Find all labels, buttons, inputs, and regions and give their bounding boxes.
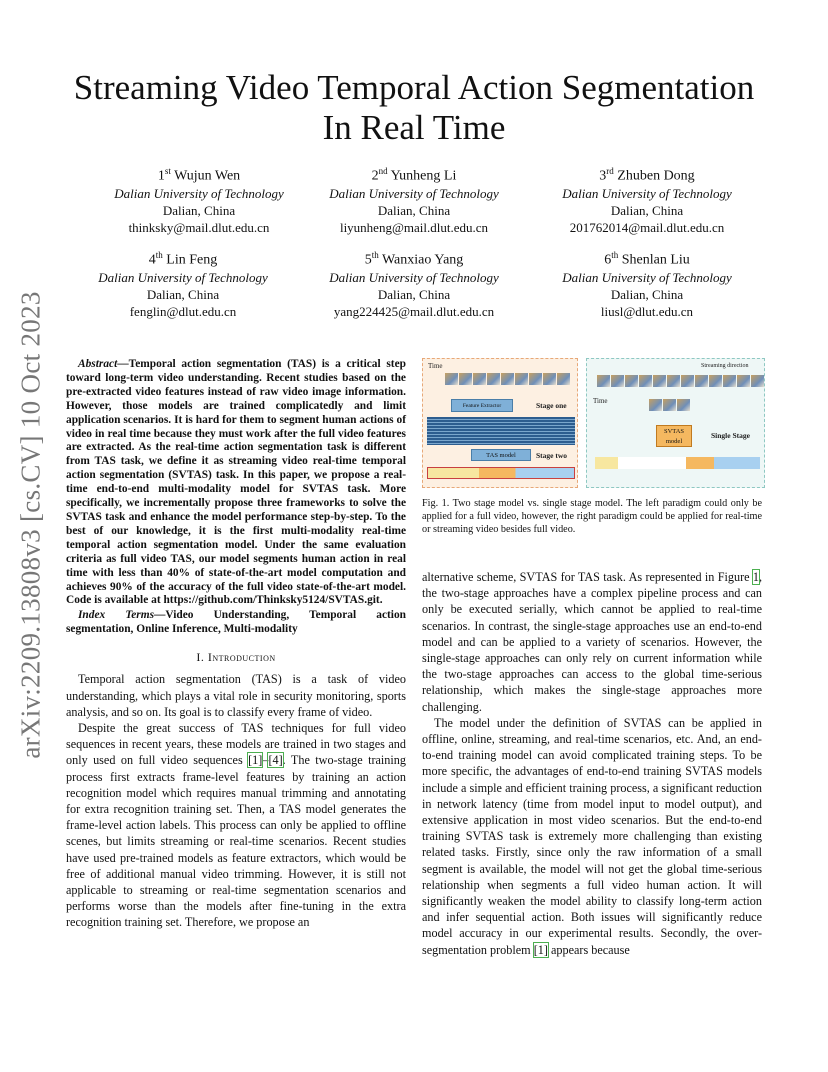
author-email[interactable]: fenglin@dlut.edu.cn — [129, 303, 237, 319]
figure-caption: Fig. 1. Two stage model vs. single stage model. The left paradigm could only be applied for a full video, however, the right paradigm could be applied for real-time or streaming video besides full video. — [422, 498, 762, 535]
feature-sequence — [427, 417, 575, 445]
author-email[interactable]: liusl@dlut.edu.cn — [600, 303, 694, 319]
author-location: Dalian, China — [162, 202, 236, 218]
author-name: 5th Wanxiao Yang — [364, 250, 464, 268]
author-affiliation: Dalian University of Technology — [98, 269, 268, 285]
index-terms-label: Index Terms — [78, 609, 155, 622]
author-affiliation: Dalian University of Technology — [114, 185, 284, 201]
author-block — [299, 163, 529, 236]
intro-paragraph-2: Despite the great success of TAS techniques for full video sequences in recent years, these models are trained in two stages and only used on full video sequences [1]–[4]. The two-stage training process first extracts frame-level features by training an action recognition model which requires manual trimming and annotating for extra recognition training set. Then, a TAS model generates the frame-level action labels. This process can only be applied to offline scenes, but limits streaming or real-time scenarios. Recent studies have used pre-trained models as feature extractors, which would be free of additional manual video trimming. However, it is still not applicable to streaming or real-time segmentation scenarios and performs worse than the models after fine-tuning in the extra recognition training set. Therefore, we propose an — [66, 720, 406, 930]
left-column — [66, 358, 406, 931]
author-email[interactable]: liyunheng@mail.dlut.edu.cn — [339, 219, 489, 235]
streaming-direction-label: Streaming direction — [701, 363, 749, 369]
figure-time-label: Time — [428, 362, 443, 370]
author-name: 6th Shenlan Liu — [604, 250, 690, 268]
tas-model-box: TAS model — [471, 449, 531, 461]
stage-two-label: Stage two — [536, 451, 568, 460]
author-name: 2nd Yunheng Li — [371, 166, 457, 184]
author-block — [532, 163, 762, 236]
figure-single-stage-panel — [586, 358, 765, 488]
abstract — [66, 358, 406, 608]
author-block — [299, 247, 529, 320]
author-name: 1st Wujun Wen — [157, 166, 241, 184]
author-location: Dalian, China — [146, 286, 220, 302]
author-location: Dalian, China — [377, 202, 451, 218]
author-block — [68, 247, 298, 320]
figure-two-stage-panel — [422, 358, 578, 488]
author-email[interactable]: 201762014@mail.dlut.edu.cn — [569, 219, 725, 235]
segmentation-output-bar — [595, 457, 760, 469]
author-location: Dalian, China — [377, 286, 451, 302]
citation-link[interactable]: [4] — [268, 753, 283, 768]
figure-reference-link[interactable]: 1 — [752, 570, 759, 584]
video-frames — [597, 375, 764, 387]
citation-link[interactable]: [1] — [533, 942, 548, 957]
arxiv-identifier: arXiv:2209.13808v3 [cs.CV] 10 Oct 2023 — [15, 291, 46, 759]
single-stage-label: Single Stage — [711, 431, 750, 440]
author-block — [532, 247, 762, 320]
abstract-text: —Temporal action segmentation (TAS) is a critical step toward long-term video understanding. Recent studies based on the pre-extracted video features instead of raw video image information. However, those models are trained complicatedly and limit application scenarios. It is hard for them to segment human actions of video in real time because they must work after the full video features are extracted. As the real-time action segmentation task is different from TAS task, we define it as streaming video real-time temporal action segmentation (SVTAS) task. In this paper, we propose a real-time end-to-end multi-modality model for SVTAS task. More specifically, we incrementally propose three frameworks to solve the SVTAS task and enhance the model performance step-by-step. To the best of our knowledge, it is the first multi-modality real-time temporal action segmentation model. Under the same evaluation criteria as full video TAS, our model segments human action in real time with less than 40% of state-of-the-art model computation and achieves 90% of the accuracy of the full video state-of-the-art model. Code is available at https://github.com/Thinksky5124/SVTAS.git. — [66, 358, 406, 607]
author-name: 4th Lin Feng — [148, 250, 218, 268]
author-affiliation: Dalian University of Technology — [329, 185, 499, 201]
author-affiliation: Dalian University of Technology — [329, 269, 499, 285]
intro-paragraph-1: Temporal action segmentation (TAS) is a task of video understanding, which plays a vital role in security monitoring, sports analysis, and so on. Its goal is to classify every frame of video. — [66, 672, 406, 719]
author-email[interactable]: thinksky@mail.dlut.edu.cn — [128, 219, 270, 235]
right-column — [422, 569, 762, 958]
feature-extractor-box: Feature Extractor — [451, 399, 513, 412]
citation-link[interactable]: [1] — [248, 753, 263, 768]
abstract-label: Abstract — [78, 358, 118, 370]
author-affiliation: Dalian University of Technology — [562, 269, 732, 285]
right-paragraph-2: The model under the definition of SVTAS can be applied in offline, online, streaming, and real-time scenarios, etc. And, an end-to-end training model can avoid complicated training steps. To be more specific, the advantages of end-to-end training SVTAS models include a simple and efficient training process, a significant reduction in network latency (time from model input to model output), and extensive application in most video scenarios. But the end-to-end training SVTAS task is extremely more challenging than existing related tasks. Firstly, since only the raw information of a small segment is available, the model will not get the global time-serious relationship when segments a full video human action. It will significantly weaken the model ability to classify long-term action and infer sequential action. Both issues will significantly reduce model accuracy in our experimental results. Secondly, the over-segmentation problem [1] appears because — [422, 715, 762, 957]
author-name: 3rd Zhuben Dong — [599, 166, 695, 184]
section-heading-introduction: I. Introduction — [196, 650, 276, 665]
paper-title: Streaming Video Temporal Action Segmentation In Real Time — [73, 68, 755, 147]
author-email[interactable]: yang224425@mail.dlut.edu.cn — [333, 303, 495, 319]
author-location: Dalian, China — [610, 202, 684, 218]
streaming-window-frames — [649, 399, 690, 411]
segmentation-output-bar — [427, 467, 575, 479]
video-frames — [445, 373, 570, 385]
svtas-model-box: SVTAS model — [656, 425, 692, 447]
figure-time-label: Time — [593, 397, 608, 405]
stage-one-label: Stage one — [536, 401, 567, 410]
figure-1 — [422, 358, 765, 488]
author-block — [84, 163, 314, 236]
index-terms — [66, 609, 406, 637]
right-paragraph-1: alternative scheme, SVTAS for TAS task. As represented in Figure 1, the two-stage approaches have a complex pipeline process and can only be executed serially, which cannot be applied to real-time scenarios. In contrast, the single-stage approaches use an end-to-end model and can be applied to a variety of scenarios. However, the single-stage approaches can only rely on current information while the two-stage approaches can access to the global time-serious relationship, which makes the single-stage approaches more challenging. — [422, 570, 762, 714]
author-location: Dalian, China — [610, 286, 684, 302]
index-terms-text: —Video Understanding, Temporal action segmentation, Online Inference, Multi-modality — [66, 609, 406, 636]
author-affiliation: Dalian University of Technology — [562, 185, 732, 201]
